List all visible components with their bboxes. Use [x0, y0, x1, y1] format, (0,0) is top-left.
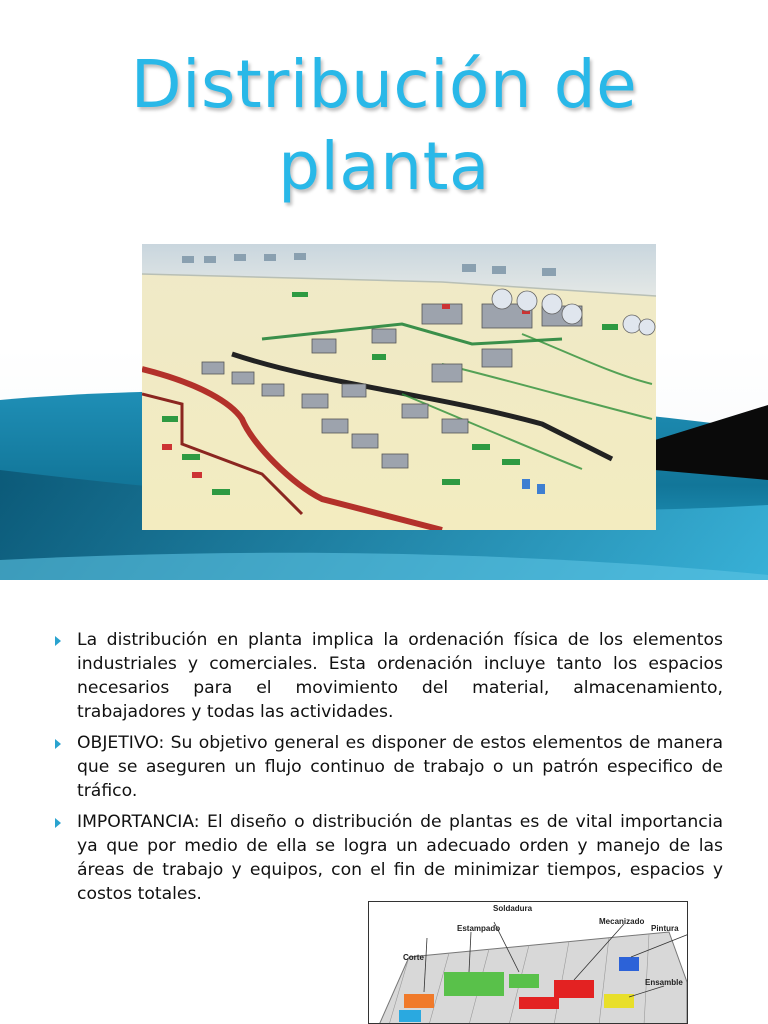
bullet-arrow-icon — [55, 739, 61, 749]
title-line-2: planta — [278, 128, 490, 205]
factory-layout-image — [142, 244, 656, 530]
plant-diagram — [368, 901, 688, 1024]
bullet-arrow-icon — [55, 636, 61, 646]
label-estampado: Estampado — [457, 924, 501, 933]
label-mecanizado: Mecanizado — [599, 917, 645, 926]
bullet-text: OBJETIVO: Su objetivo general es disponer de estos elementos de manera que se aseguren un flujo continuo de trabajo o un patrón especifico de tráfico. — [77, 733, 723, 801]
bullet-item — [55, 810, 723, 906]
label-corte: Corte — [403, 953, 424, 962]
bullet-item — [55, 628, 723, 724]
bullet-list — [55, 628, 723, 913]
label-soldadura: Soldadura — [493, 904, 533, 913]
page-title — [0, 44, 768, 208]
label-ensamble: Ensamble — [645, 978, 683, 987]
bullet-text: IMPORTANCIA: El diseño o distribución de plantas es de vital importancia ya que por medio de ella se logra un adecuado orden y manejo de las áreas de trabajo y equipos, con el fin de minimizar tiempos, espacios y costos totales. — [77, 812, 723, 904]
bullet-arrow-icon — [55, 818, 61, 828]
bullet-item — [55, 731, 723, 803]
label-pintura: Pintura — [651, 924, 679, 933]
title-line-1: Distribución de — [130, 46, 638, 123]
bullet-text: La distribución en planta implica la ordenación física de los elementos industriales y comerciales. Esta ordenación incluye tanto los espacios necesarios para el movimiento del material, almacenamiento, trabajadores y todas las actividades. — [77, 630, 723, 722]
